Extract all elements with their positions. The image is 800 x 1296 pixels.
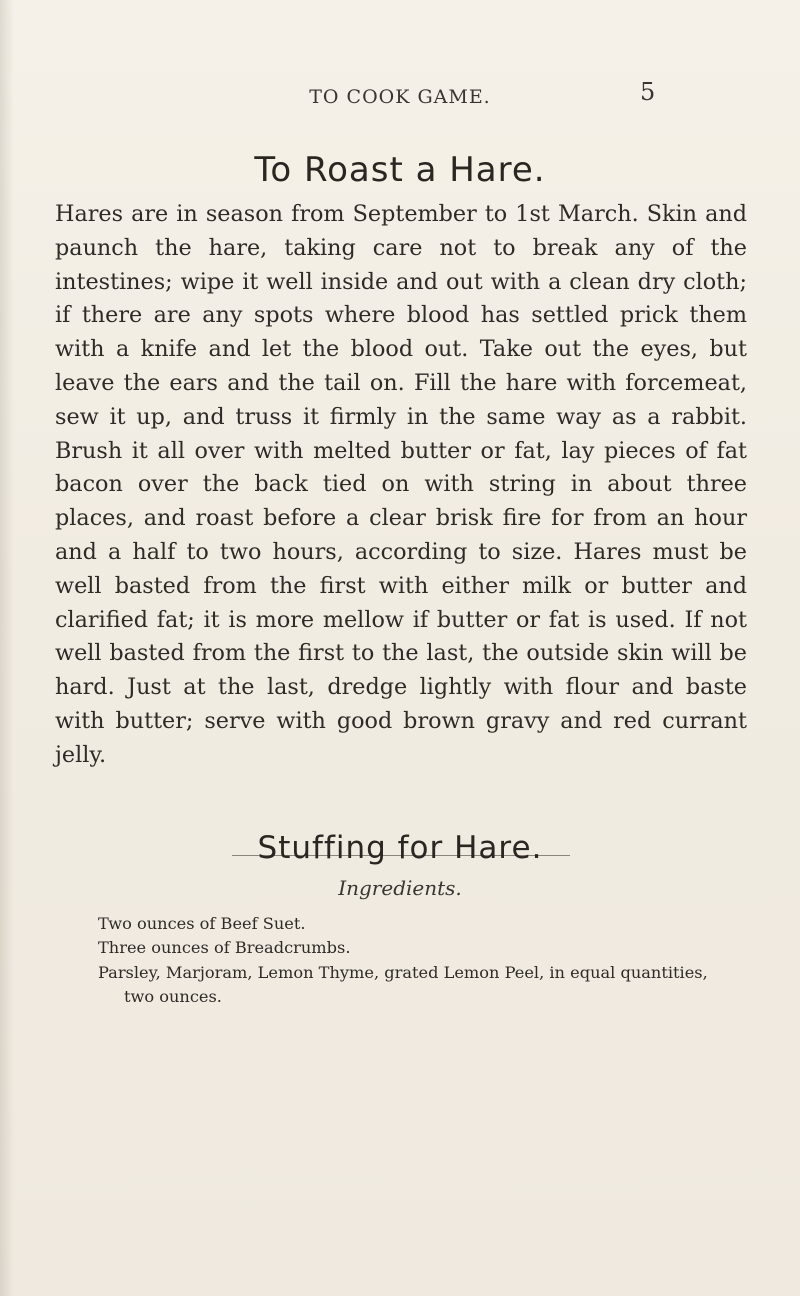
ingredient-item: Two ounces of Beef Suet. — [98, 914, 306, 933]
running-head: TO COOK GAME. — [309, 86, 491, 108]
recipe-body: Hares are in season from September to 1st March. Skin and paunch the hare, taking care not to break any of the intestines; wipe it well inside and out with a clean dry cloth; if there are any spots where blood has settled prick them with a knife and let the blood out. Take out the eyes, but leave the ears and the tail on. Fill the hare with forcemeat, sew it up, and truss it firmly in the same way as a rabbit. Brush it all over with melted butter or fat, lay pieces of fat bacon over the back tied on with string in about three places, and roast before a clear brisk fire for from an hour and a half to two hours, according to size. Hares must be well basted from the first with either milk or butter and clarified fat; it is more mellow if butter or fat is used. If not well basted from the first to the last, the outside skin will be hard. Just at the last, dredge lightly with flour and baste with butter; serve with good brown gravy and red currant jelly. — [55, 201, 747, 768]
ingredient-list — [98, 912, 738, 1010]
ingredient-item: Parsley, Marjoram, Lemon Thyme, grated Lemon Peel, in equal quantities, two ounces. — [98, 962, 708, 1007]
page-number: 5 — [640, 78, 656, 106]
page-gutter-shadow — [0, 0, 14, 1296]
stuffing-title: Stuffing for Hare. — [257, 830, 543, 866]
recipe-title: To Roast a Hare. — [254, 150, 546, 190]
ingredient-item: Three ounces of Breadcrumbs. — [98, 938, 351, 958]
ingredients-heading: Ingredients. — [338, 876, 462, 900]
